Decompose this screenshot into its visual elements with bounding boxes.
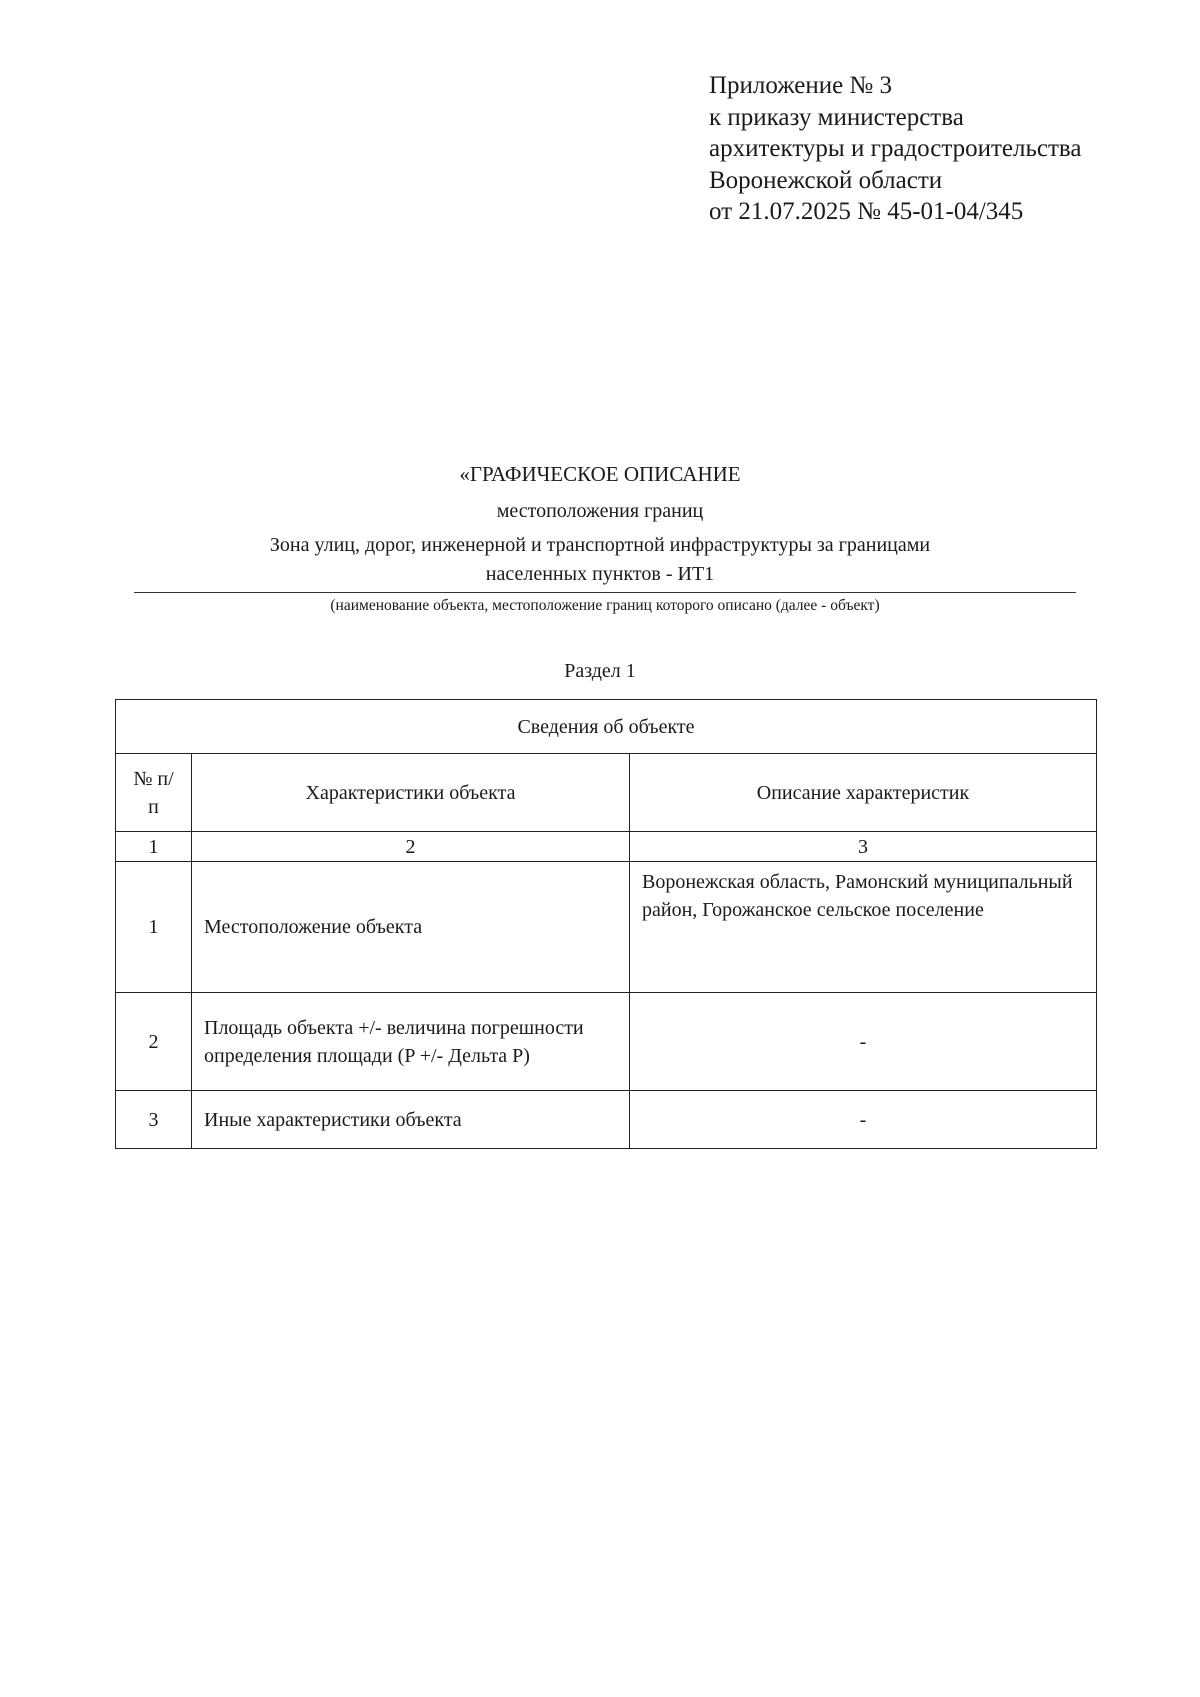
appendix-line: Воронежской области: [709, 166, 943, 194]
object-name-line: населенных пунктов - ИТ1: [485, 563, 715, 585]
row-characteristic: Иные характеристики объекта: [192, 1091, 630, 1149]
table-title-row: [116, 700, 1097, 754]
column-number: 2: [192, 832, 630, 862]
object-name-caption: (наименование объекта, местоположение границ которого описано (далее - объект): [330, 597, 880, 614]
appendix-line: от 21.07.2025 № 45-01-04/345: [709, 198, 1024, 225]
table-title: Сведения об объекте: [116, 700, 1097, 754]
column-header: Описание характеристик: [630, 754, 1097, 832]
row-description: -: [630, 1091, 1097, 1149]
column-number: 1: [116, 832, 192, 862]
object-name: [120, 531, 1080, 589]
column-header: № п/п: [116, 754, 192, 832]
row-number: 2: [116, 993, 192, 1091]
row-characteristic: Местоположение объекта: [192, 862, 630, 993]
table-row: [116, 993, 1097, 1091]
row-number: 3: [116, 1091, 192, 1149]
appendix-header: [709, 70, 1189, 228]
row-number: 1: [116, 862, 192, 993]
column-number: 3: [630, 832, 1097, 862]
table-row: [116, 1091, 1097, 1149]
column-header: Характеристики объекта: [192, 754, 630, 832]
appendix-line: архитектуры и градостроительства: [709, 135, 1082, 162]
underline-divider: [134, 592, 1076, 593]
row-characteristic: Площадь объекта +/- величина погрешности определения площади (P +/- Дельта P): [192, 993, 630, 1091]
appendix-line: к приказу министерства: [709, 103, 964, 131]
row-description: -: [630, 993, 1097, 1091]
table-header-row: [116, 754, 1097, 832]
section-label: Раздел 1: [564, 660, 636, 682]
table-row: [116, 862, 1097, 993]
object-info-table: [115, 699, 1097, 1149]
document-title: «ГРАФИЧЕСКОЕ ОПИСАНИЕ: [459, 462, 741, 486]
appendix-line: Приложение № 3: [709, 72, 893, 99]
object-name-line: Зона улиц, дорог, инженерной и транспортной инфраструктуры за границами: [269, 534, 931, 556]
row-description: Воронежская область, Рамонский муниципальный район, Горожанское сельское поселение: [630, 862, 1097, 993]
column-number-row: [116, 832, 1097, 862]
document-subtitle: местоположения границ: [496, 500, 704, 522]
